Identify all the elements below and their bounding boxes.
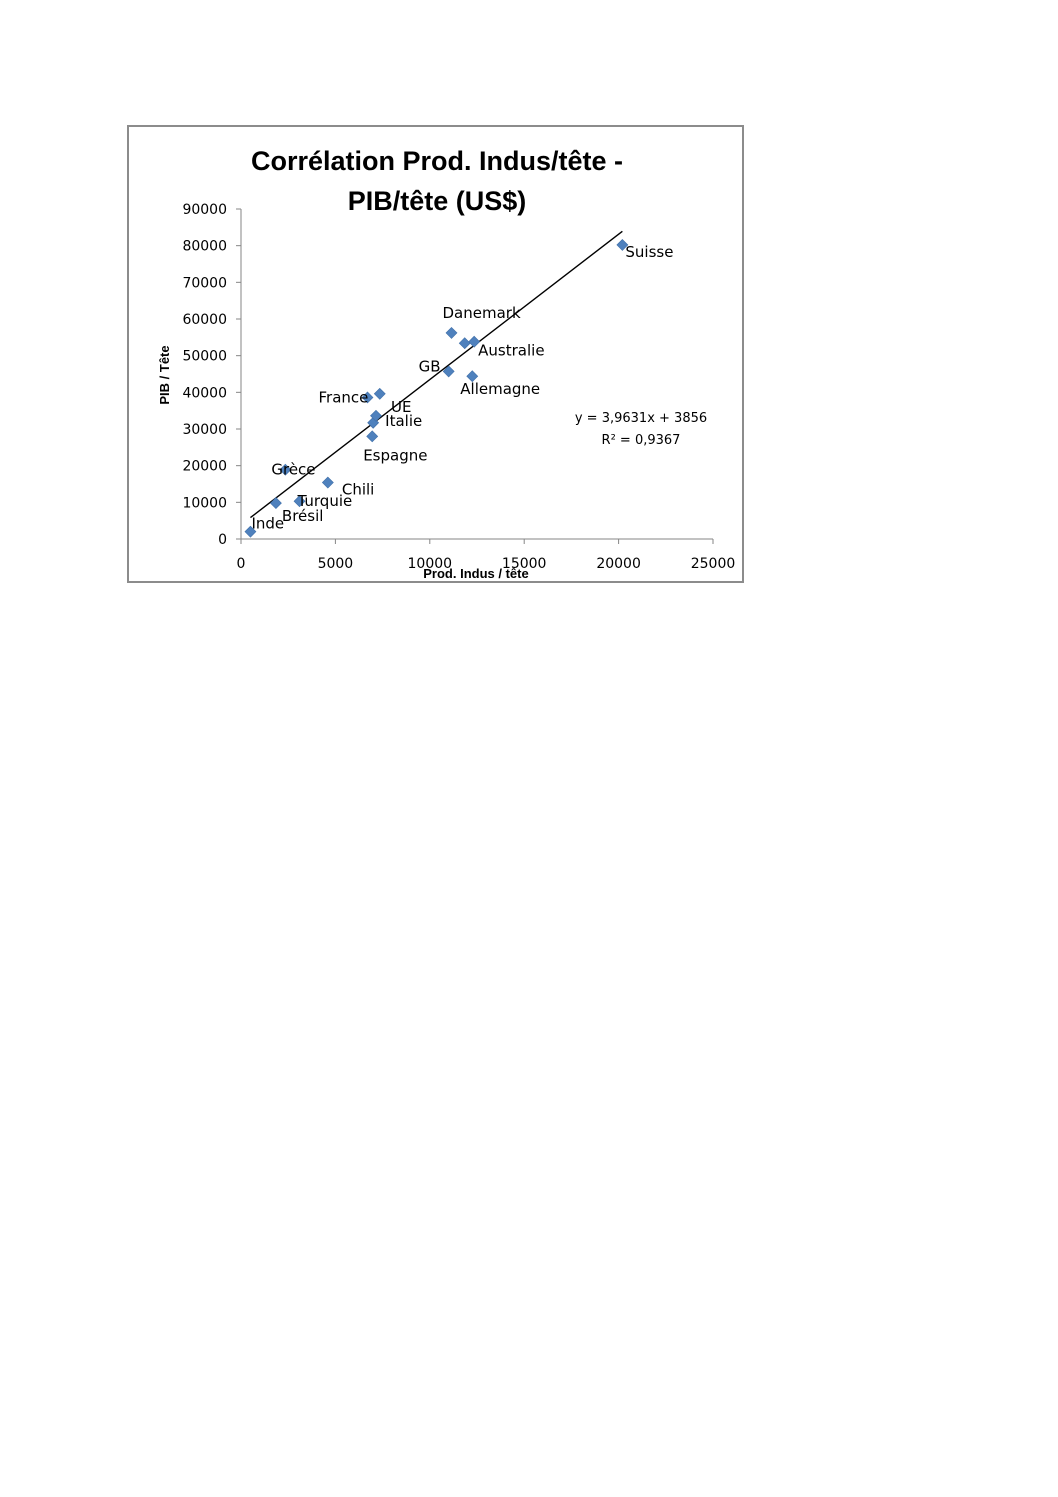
data-point: [446, 327, 457, 338]
y-tick-label: 0: [218, 532, 227, 548]
y-tick-label: 70000: [182, 275, 227, 292]
data-label: Italie: [385, 411, 423, 430]
data-point: [374, 388, 385, 399]
chart-title-line-2: PIB/tête (US$): [347, 186, 527, 216]
x-tick-label: 25000: [690, 556, 736, 572]
trendline-equation: [575, 411, 707, 448]
data-point: [367, 431, 378, 442]
data-point: [459, 338, 470, 349]
data-label: Chili: [341, 480, 375, 499]
data-label: Espagne: [363, 446, 428, 465]
y-tick-label: 20000: [182, 458, 227, 475]
trendline-equation-text: y = 3,9631x + 3856: [574, 411, 708, 426]
x-tick-label: 15000: [501, 556, 547, 572]
x-tick-label: 5000: [317, 556, 354, 572]
point-labels-layer: [251, 243, 673, 533]
data-point: [322, 477, 333, 488]
data-label: Brésil: [281, 507, 324, 526]
trendline-r-squared: R² = 0,9367: [601, 433, 681, 448]
y-tick-label: 90000: [182, 202, 227, 218]
data-label: Allemagne: [460, 380, 541, 399]
data-label: Turquie: [297, 492, 353, 511]
y-tick-label: 40000: [182, 385, 227, 402]
y-tick-label: 60000: [182, 312, 227, 328]
y-tick-label: 10000: [182, 495, 227, 512]
data-label: Suisse: [625, 242, 674, 261]
data-point: [270, 498, 281, 509]
x-tick-label: 10000: [407, 556, 453, 572]
data-label: France: [318, 388, 369, 407]
data-label: UE: [390, 397, 412, 416]
x-axis-title: Prod. Indus / tête: [423, 566, 529, 581]
chart-title: [251, 146, 623, 216]
data-label: Australie: [478, 341, 545, 360]
x-tick-label: 20000: [596, 556, 641, 572]
y-tick-label: 80000: [182, 238, 227, 255]
y-tick-label: 30000: [182, 422, 227, 438]
chart-frame: [127, 125, 744, 583]
chart-title-line-1: Corrélation Prod. Indus/tête -: [250, 146, 624, 176]
y-axis-title: PIB / Tête: [157, 345, 172, 405]
scatter-chart: [129, 127, 746, 585]
y-tick-label: 50000: [182, 348, 227, 365]
data-label: Danemark: [442, 303, 521, 322]
x-tick-label: 0: [236, 556, 246, 572]
data-label: Grèce: [271, 460, 316, 479]
data-label: GB: [418, 357, 441, 376]
data-label: Inde: [251, 514, 285, 533]
